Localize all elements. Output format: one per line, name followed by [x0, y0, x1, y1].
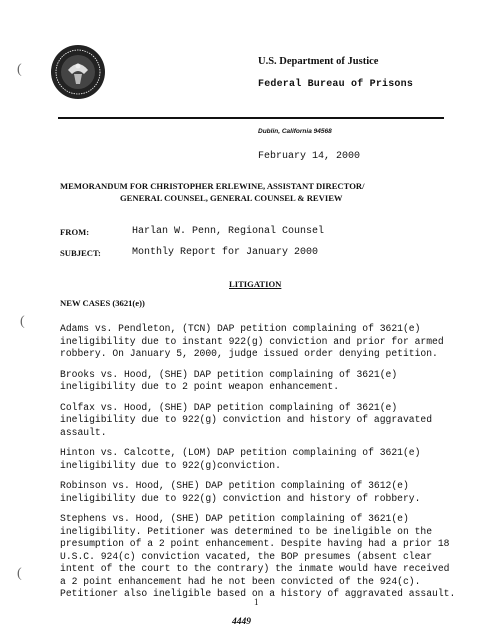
margin-mark: (	[17, 62, 22, 77]
case-entry: Adams vs. Pendleton, (TCN) DAP petition complaining of 3621(e) ineligibility due to instant 922(g) conviction and prior for armed robbery. On January 5, 2000, judge issued order denying petition.	[60, 323, 444, 359]
doj-seal-logo	[50, 44, 106, 100]
margin-mark: (	[20, 314, 25, 329]
bureau-name: Federal Bureau of Prisons	[258, 79, 414, 90]
memo-date: February 14, 2000	[258, 151, 361, 162]
department-name: U.S. Department of Justice	[258, 56, 379, 67]
section-title: LITIGATION	[229, 279, 282, 289]
case-entry: Stephens vs. Hood, (SHE) DAP petition complaining of 3621(e) ineligibility. Petitioner was determined to be ineligible on the presumption of a 2 point enhancement. Despite having had a prior 18 U.S.C. 924(c) conviction vacated, the BOP presumes (absent clear intent of the court to the contrary) the inmate would have received a 2 point enhancement had he not been convicted of the 924(c). Petitioner also ineligible based on a history of aggravated assault.	[60, 513, 456, 599]
subject-label: SUBJECT:	[60, 248, 101, 258]
subsection-title: NEW CASES (3621(e))	[60, 298, 145, 308]
margin-mark: (	[17, 566, 22, 581]
memo-addressee	[60, 180, 440, 204]
memo-addressee-line2: GENERAL COUNSEL, GENERAL COUNSEL & REVIEW	[120, 193, 343, 203]
case-entry: Brooks vs. Hood, (SHE) DAP petition complaining of 3621(e) ineligibility due to 2 point weapon enhancement.	[60, 368, 398, 392]
from-value: Harlan W. Penn, Regional Counsel	[132, 226, 325, 237]
from-label: FROM:	[60, 227, 90, 237]
page-number: 1	[254, 597, 259, 607]
letterhead-rule	[58, 117, 444, 119]
case-entry: Colfax vs. Hood, (SHE) DAP petition complaining of 3621(e) ineligibility due to 922(g) conviction and history of aggravated assault.	[60, 401, 433, 438]
case-list	[60, 323, 460, 609]
bates-stamp: 4449	[232, 617, 251, 627]
case-entry: Robinson vs. Hood, (SHE) DAP petition complaining of 3612(e) ineligibility due to 922(g) conviction and history of robbery.	[60, 480, 421, 504]
case-entry: Hinton vs. Calcotte, (LOM) DAP petition complaining of 3621(e) ineligibility due to 922(g)conviction.	[60, 447, 421, 471]
memo-addressee-line1: MEMORANDUM FOR CHRISTOPHER ERLEWINE, ASSISTANT DIRECTOR/	[60, 181, 365, 191]
office-location: Dublin, California 94568	[258, 128, 332, 135]
subject-value: Monthly Report for January 2000	[132, 247, 319, 258]
